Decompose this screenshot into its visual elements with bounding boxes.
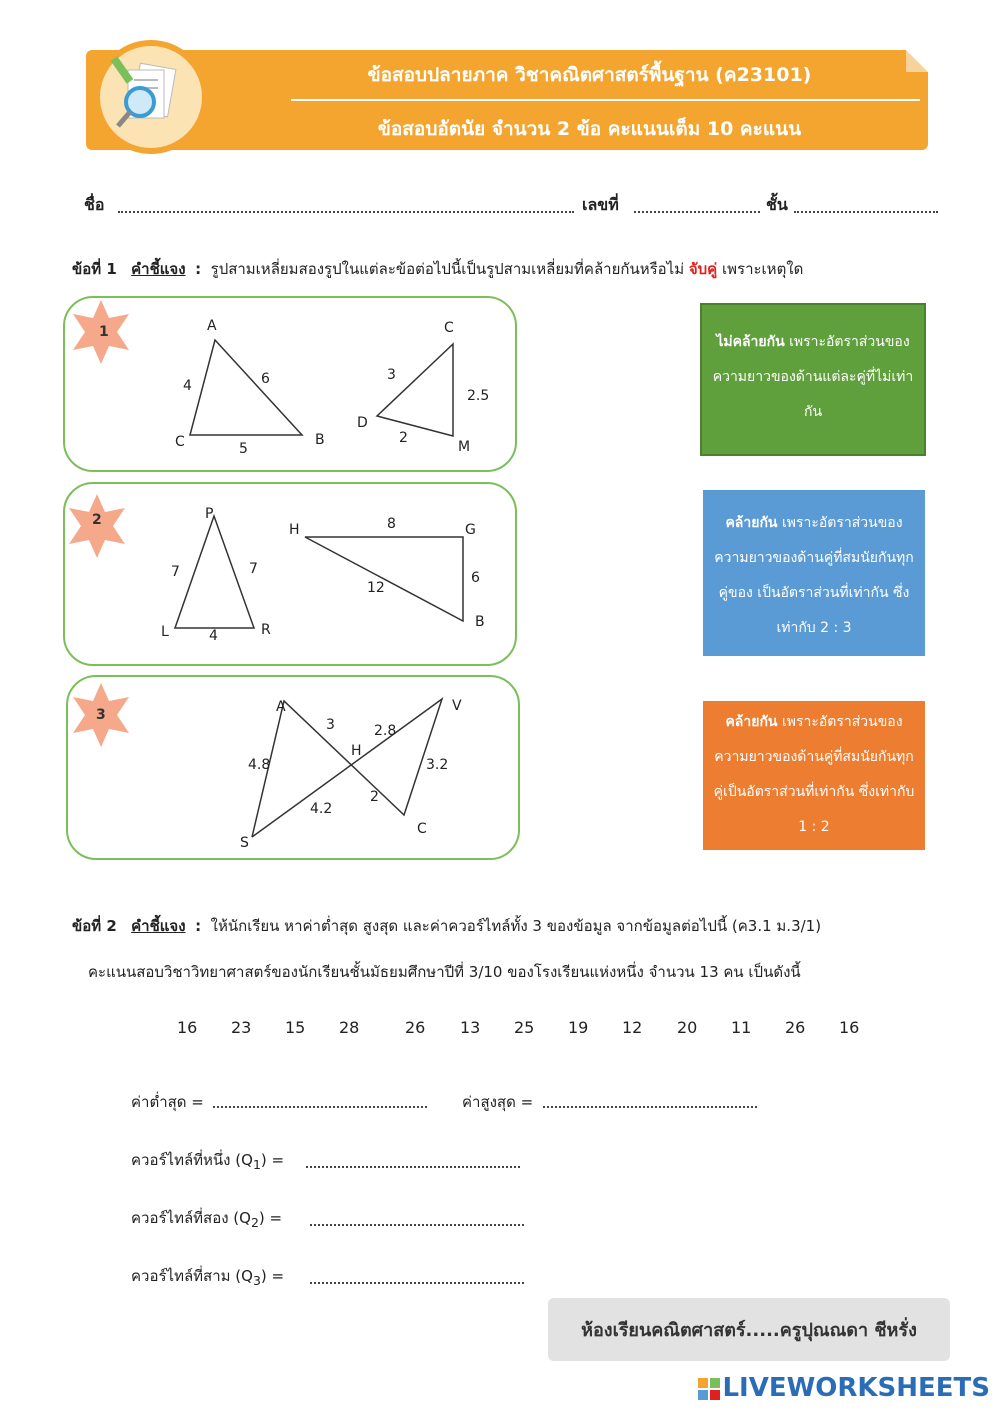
item3-number: 3 <box>96 707 106 723</box>
name-input-line[interactable] <box>118 211 574 213</box>
side-length-label: 3 <box>387 367 396 383</box>
student-number-label: เลขที่ <box>582 195 619 214</box>
vertex-label: G <box>465 522 476 538</box>
class-input-line[interactable] <box>794 211 938 213</box>
answer-heading: คล้ายกัน <box>725 515 778 531</box>
q2-answer-line[interactable] <box>310 1224 524 1226</box>
q1-label <box>131 1148 284 1172</box>
question1-item1-panel[interactable] <box>63 296 517 472</box>
max-answer-line[interactable] <box>543 1106 757 1108</box>
vertex-label: B <box>475 614 485 630</box>
vertex-label: D <box>357 415 368 431</box>
score-value: 19 <box>568 1018 589 1037</box>
side-length-label: 2 <box>370 789 379 805</box>
score-value: 26 <box>405 1018 426 1037</box>
answer-heading: ไม่คล้ายกัน <box>716 334 785 350</box>
name-label: ชื่อ <box>84 195 105 214</box>
answer-heading: คล้ายกัน <box>725 714 778 730</box>
exam-subtitle: ข้อสอบอัตนัย จำนวน 2 ข้อ คะแนนเต็ม 10 คะแนน <box>377 118 802 140</box>
side-length-label: 3 <box>326 717 335 733</box>
vertex-label: B <box>315 432 325 448</box>
answer-box-similar-1-2[interactable] <box>703 701 925 850</box>
q1-answer-line[interactable] <box>306 1166 520 1168</box>
vertex-label: C <box>444 320 454 336</box>
answer-text: เพราะอัตราส่วนของความยาวของด้านคู่ที่สมนัยกันทุกคู่ของ เป็นอัตราส่วนที่เท่ากัน ซึ่งเท่ากับ 2 : 3 <box>714 515 914 636</box>
question1-colon: : <box>195 260 202 278</box>
side-length-label: 7 <box>171 564 180 580</box>
answer-text: เพราะอัตราส่วนของความยาวของด้านแต่ละคู่ที่ไม่เท่ากัน <box>712 334 914 420</box>
question2-instruction-label: คำชี้แจง <box>131 917 186 935</box>
score-value: 13 <box>460 1018 481 1037</box>
side-length-label: 2.8 <box>374 723 397 739</box>
side-length-label: 12 <box>367 580 385 596</box>
score-value: 20 <box>677 1018 698 1037</box>
teacher-credit-box <box>548 1298 950 1361</box>
side-length-label: 4.2 <box>310 801 333 817</box>
answer-box-not-similar[interactable] <box>700 303 926 456</box>
score-value: 16 <box>839 1018 860 1037</box>
vertex-label: M <box>458 439 471 455</box>
question1-instruction-label: คำชี้แจง <box>131 260 186 278</box>
score-value: 23 <box>231 1018 252 1037</box>
side-length-label: 8 <box>387 516 396 532</box>
q3-answer-line[interactable] <box>310 1282 524 1284</box>
header-banner <box>86 50 928 150</box>
vertex-label: L <box>161 624 169 640</box>
side-length-label: 4.8 <box>248 757 271 773</box>
q1-equals: ) = <box>260 1151 285 1169</box>
vertex-label: A <box>276 699 286 715</box>
side-length-label: 4 <box>209 628 218 644</box>
question2-heading <box>72 914 972 938</box>
side-length-label: 7 <box>249 561 258 577</box>
liveworksheets-logo[interactable] <box>698 1373 990 1403</box>
score-value: 12 <box>622 1018 643 1037</box>
score-list <box>0 1018 1000 1042</box>
q2-label <box>131 1206 282 1230</box>
score-value: 15 <box>285 1018 306 1037</box>
vertex-label: A <box>207 318 217 334</box>
vertex-label: H <box>289 522 300 538</box>
q1-subscript: 1 <box>252 1157 261 1172</box>
question2-description: คะแนนสอบวิชาวิทยาศาสตร์ของนักเรียนชั้นมัธยมศึกษาปีที่ 3/10 ของโรงเรียนแห่งหนึ่ง จำนวน 13 คน เป็นดังนี้ <box>88 963 801 981</box>
score-value: 28 <box>339 1018 360 1037</box>
class-label: ชั้น <box>766 195 788 214</box>
liveworksheets-wordmark: LIVEWORKSHEETS <box>722 1373 990 1403</box>
question1-number: ข้อที่ 1 <box>72 260 117 278</box>
min-label: ค่าต่ำสุด = <box>131 1093 204 1111</box>
vertex-label: P <box>205 506 214 522</box>
max-label: ค่าสูงสุด = <box>462 1093 534 1111</box>
score-value: 16 <box>177 1018 198 1037</box>
side-length-label: 2 <box>399 430 408 446</box>
q1-label-text: ควอร์ไทล์ที่หนึ่ง (Q <box>131 1151 253 1169</box>
bowtie-figure-3 <box>68 677 518 858</box>
item1-number: 1 <box>99 324 109 340</box>
question1-action: จับคู่ <box>688 260 718 278</box>
liveworksheets-badge-icon <box>698 1378 720 1400</box>
answer-text: เพราะอัตราส่วนของความยาวของด้านคู่ที่สมนัยกันทุกคู่เป็นอัตราส่วนที่เท่ากัน ซึ่งเท่ากับ 1 : 2 <box>713 714 915 835</box>
q2-equals: ) = <box>258 1209 283 1227</box>
question2-colon: : <box>195 917 202 935</box>
side-length-label: 6 <box>261 371 270 387</box>
question1-instruction: รูปสามเหลี่ยมสองรูปในแต่ละข้อต่อไปนี้เป็นรูปสามเหลี่ยมที่คล้ายกันหรือไม่ <box>210 260 685 278</box>
question2-instruction: ให้นักเรียน หาค่าต่ำสุด สูงสุด และค่าควอร์ไทล์ทั้ง 3 ของข้อมูล จากข้อมูลต่อไปนี้ (ค3.1 ม.3/1) <box>210 917 822 935</box>
q2-label-text: ควอร์ไทล์ที่สอง (Q <box>131 1209 251 1227</box>
min-answer-line[interactable] <box>213 1106 427 1108</box>
vertex-label: S <box>240 835 249 851</box>
q2-subscript: 2 <box>250 1215 259 1230</box>
side-length-label: 3.2 <box>426 757 449 773</box>
side-length-label: 6 <box>471 570 480 586</box>
q3-label-text: ควอร์ไทล์ที่สาม (Q <box>131 1267 253 1285</box>
vertex-label: C <box>417 821 427 837</box>
side-length-label: 2.5 <box>467 388 490 404</box>
q3-equals: ) = <box>260 1267 285 1285</box>
side-length-label: 4 <box>183 378 192 394</box>
triangle-figures-2 <box>65 484 515 664</box>
score-value: 11 <box>731 1018 752 1037</box>
page-fold-corner <box>906 50 928 72</box>
answer-box-similar-2-3[interactable] <box>703 490 925 656</box>
vertex-label: H <box>351 743 362 759</box>
score-value: 25 <box>514 1018 535 1037</box>
side-length-label: 5 <box>239 441 248 457</box>
score-value: 26 <box>785 1018 806 1037</box>
header-divider <box>291 99 920 101</box>
question2-number: ข้อที่ 2 <box>72 917 117 935</box>
q3-subscript: 3 <box>252 1273 261 1288</box>
question1-heading <box>72 257 972 281</box>
question1-item3-panel[interactable] <box>66 675 520 860</box>
vertex-label: R <box>261 622 271 638</box>
teacher-credit: ห้องเรียนคณิตศาสตร์.....ครูปุณณดา ชีหรั่ง <box>581 1320 917 1341</box>
document-search-icon <box>94 40 208 154</box>
question1-item2-panel[interactable] <box>63 482 517 666</box>
vertex-label: V <box>452 698 462 714</box>
vertex-label: C <box>175 434 185 450</box>
question1-instruction-end: เพราะเหตุใด <box>722 260 804 278</box>
student-number-input-line[interactable] <box>634 211 760 213</box>
item2-number: 2 <box>92 512 102 528</box>
exam-title: ข้อสอบปลายภาค วิชาคณิตศาสตร์พื้นฐาน (ค23101) <box>367 64 812 86</box>
q3-label <box>131 1264 284 1288</box>
